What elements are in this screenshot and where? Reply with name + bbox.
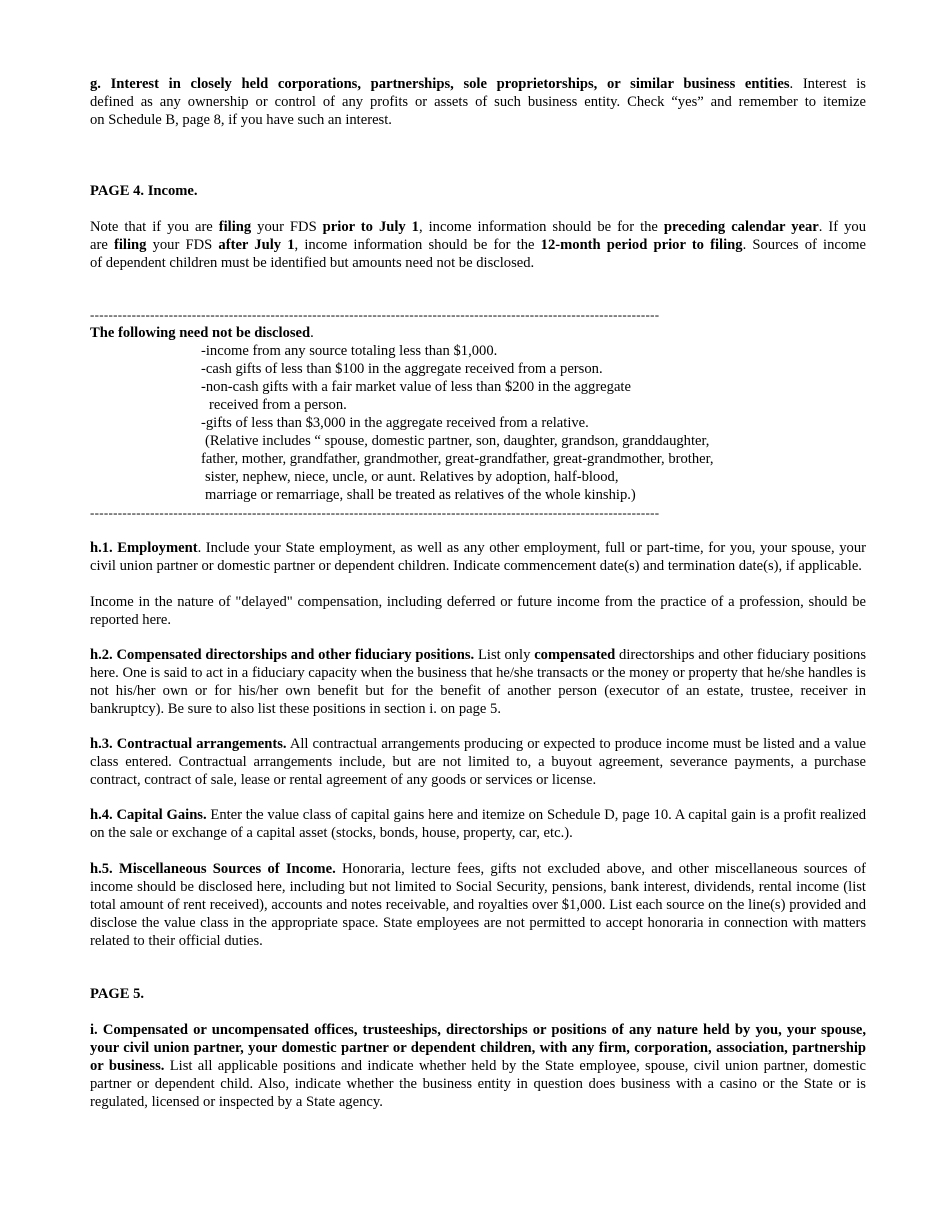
section-h2-heading: h.2. Compensated directorships and other fiduciary positions.	[90, 647, 475, 663]
section-g-heading: g. Interest in closely held corporations, partnerships, sole proprietorships, or similar business entities	[90, 76, 790, 92]
divider-top: ---------------------------------------------------------------------------------------------------------------------------	[90, 307, 660, 322]
section-h3-heading: h.3. Contractual arrangements.	[90, 736, 287, 752]
section-h1: h.1. Employment. Include your State employment, as well as any other employment, full or part-time, for you, your spouse, your civil union partner or domestic partner or dependent children. Indicate commencement date(s) and termination date(s), if applicable.	[90, 540, 867, 574]
list-item: sister, nephew, niece, uncle, or aunt. Relatives by adoption, half-blood,	[205, 469, 619, 485]
exclusion-list	[201, 342, 801, 504]
list-item: father, mother, grandfather, grandmother, great-grandfather, great-grandmother, brother,	[201, 451, 714, 467]
section-g-line2: defined as any ownership or control of any profits or assets of such business entity. Check “yes” and remember to itemize	[90, 94, 866, 110]
exclusion-title: The following need not be disclosed.	[90, 325, 314, 341]
list-item: (Relative includes “ spouse, domestic partner, son, daughter, grandson, granddaughter,	[205, 433, 710, 449]
page5-heading: PAGE 5.	[90, 986, 145, 1002]
section-g-line1: g. Interest in closely held corporations, partnerships, sole proprietorships, or similar business entities. Interest is	[90, 76, 866, 92]
section-i: i. Compensated or uncompensated offices, trusteeships, directorships or positions of any nature held by you, your spouse, your civil union partner, your domestic partner or dependent children, with any firm, corporation, association, partnership or business. List all applicable positions and indicate whether held by the State employee, spouse, civil union partner, domestic partner or dependent child. Also, indicate whether the business entity in question does business with a casino or the State or is regulated, licensed or inspected by a State agency.	[90, 1022, 866, 1110]
page4-heading: PAGE 4. Income.	[90, 183, 198, 199]
section-h4-heading: h.4. Capital Gains.	[90, 807, 207, 823]
list-item: marriage or remarriage, shall be treated as relatives of the whole kinship.)	[205, 487, 636, 503]
section-h2: h.2. Compensated directorships and other fiduciary positions. List only compensated directorships and other fiduciary positions here. One is said to act in a fiduciary capacity when the business that he/she transacts or the money or property that he/she handles is not his/her own or for his/her own benefit but for the benefit of another person (executor of an estate, trustee, receiver in bankruptcy). Be sure to also list these positions in section i. on page 5.	[90, 647, 867, 717]
section-h5: h.5. Miscellaneous Sources of Income. Honoraria, lecture fees, gifts not excluded above, and other miscellaneous sources of income should be disclosed here, including but not limited to Social Security, pensions, bank interest, dividends, rental income (list total amount of rent received), accounts and notes receivable, and royalties over $1,000. List each source on the line(s) provided and disclose the value class in the appropriate space. State employees are not permitted to accept honoraria in connection with matters related to their official duties.	[90, 861, 866, 949]
list-item: received from a person.	[209, 397, 347, 413]
section-h3: h.3. Contractual arrangements. All contractual arrangements producing or expected to produce income must be listed and a value class entered. Contractual arrangements include, but are not limited to, a buyout agreement, severance payments, a purchase contract, contract of sale, lease or rental agreement of any goods or services or license.	[90, 736, 866, 788]
section-h4: h.4. Capital Gains. Enter the value class of capital gains here and itemize on Schedule D, page 10. A capital gain is a profit realized on the sale or exchange of a capital asset (stocks, bonds, house, property, car, etc.).	[90, 807, 866, 841]
page4-note: Note that if you are filing your FDS prior to July 1, income information should be for the preceding calendar year. If you are filing your FDS after July 1, income information should be for the 12-month period prior to filing. Sources of income of dependent children must be identified but amounts need not be disclosed.	[90, 219, 867, 271]
section-h1-heading: h.1. Employment	[90, 540, 198, 556]
section-g	[90, 75, 866, 129]
section-h5-heading: h.5. Miscellaneous Sources of Income.	[90, 861, 336, 877]
section-i-heading: i. Compensated or uncompensated offices, trusteeships, directorships or positions of any nature held by you, your spouse, your civil union partner, your domestic partner or dependent children, with any firm, corporation, association, partnership or business.	[90, 1022, 866, 1074]
section-g-line3: on Schedule B, page 8, if you have such an interest.	[90, 112, 392, 128]
list-item: -income from any source totaling less than $1,000.	[201, 343, 498, 359]
list-item: -cash gifts of less than $100 in the aggregate received from a person.	[201, 361, 603, 377]
divider-bottom: ---------------------------------------------------------------------------------------------------------------------------	[90, 505, 660, 520]
list-item: -non-cash gifts with a fair market value of less than $200 in the aggregate	[201, 379, 631, 395]
list-item: -gifts of less than $3,000 in the aggregate received from a relative.	[201, 415, 589, 431]
section-h1-delayed: Income in the nature of "delayed" compensation, including deferred or future income from the practice of a profession, should be reported here.	[90, 594, 866, 628]
